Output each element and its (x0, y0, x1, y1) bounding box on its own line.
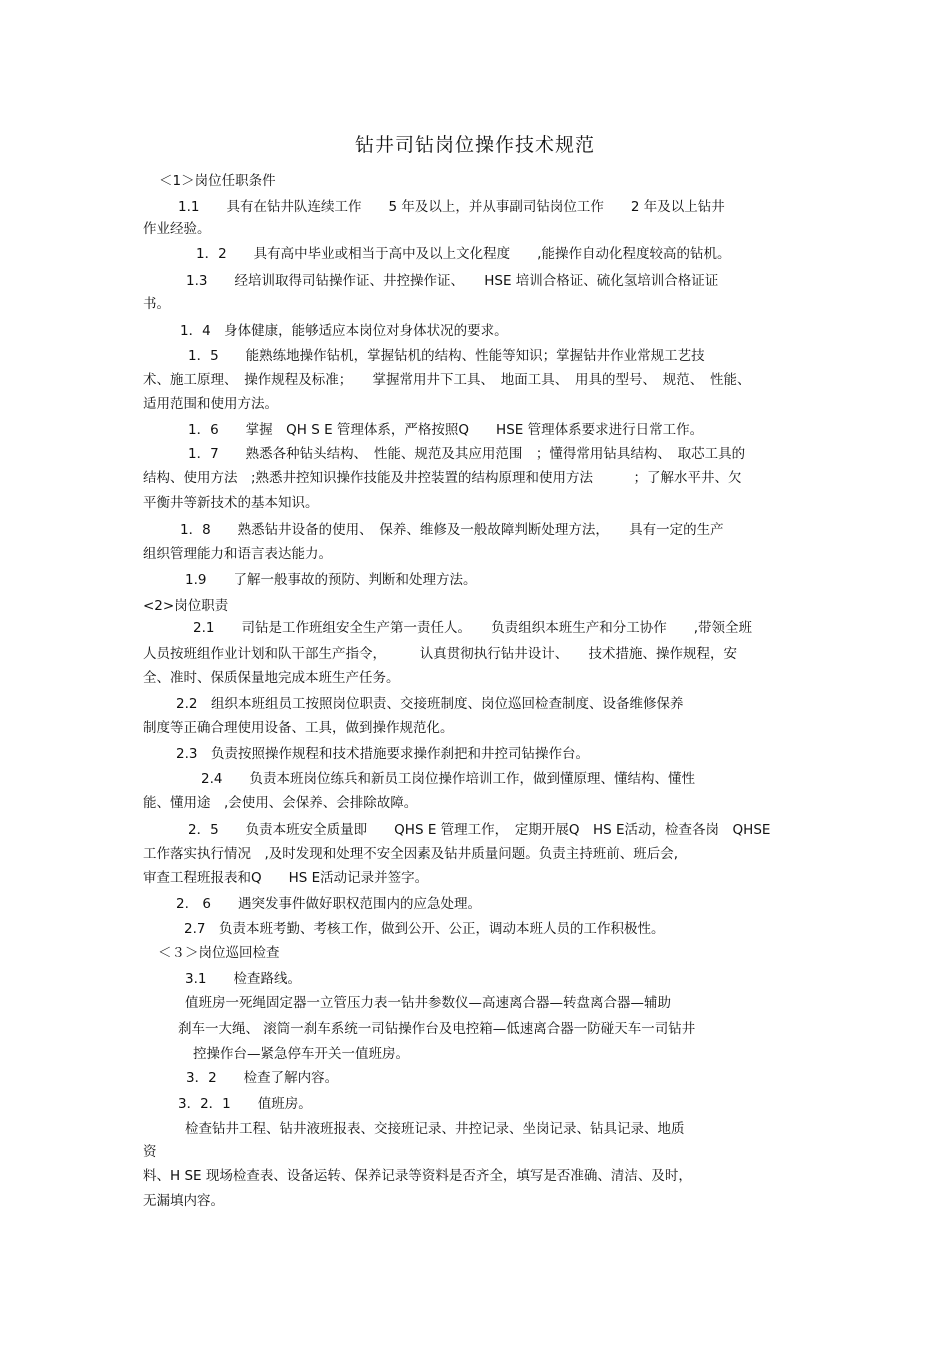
text-line: 术、施工原理、 操作规程及标准； 掌握常用井下工具、 地面工具、 用具的型号、 规范、 性能、 (143, 372, 751, 388)
text-line: 1.1 具有在钻井队连续工作 5 年及以上，并从事副司钻岗位工作 2 年及以上钻井 (178, 199, 725, 215)
text-line: 书。 (143, 296, 170, 312)
text-line: 1．4 身体健康，能够适应本岗位对身体状况的要求。 (180, 323, 508, 339)
document-title: 钻井司钻岗位操作技术规范 (354, 134, 595, 156)
text-line: 2.7 负责本班考勤、考核工作，做到公开、公正，调动本班人员的工作积极性。 (184, 921, 665, 937)
text-line: 2.4 负责本班岗位练兵和新员工岗位操作培训工作，做到懂原理、懂结构、懂性 (201, 771, 695, 787)
text-line: 2.2 组织本班组员工按照岗位职责、交接班制度、岗位巡回检查制度、设备维修保养 (176, 696, 684, 712)
text-line: 1.3 经培训取得司钻操作证、井控操作证、 HSE 培训合格证、硫化氢培训合格证证 (186, 273, 719, 289)
text-line: 制度等正确合理使用设备、工具，做到操作规范化。 (143, 720, 454, 736)
text-line: 值班房一死绳固定器一立管压力表一钻井参数仪—高速离合器—转盘离合器—辅助 (185, 995, 671, 1011)
text-line: 3．2．1 值班房。 (178, 1096, 312, 1112)
text-line: 2.3 负责按照操作规程和技术措施要求操作刹把和井控司钻操作台。 (176, 746, 589, 762)
text-line: 2．5 负责本班安全质量即 QHS E 管理工作， 定期开展Q HS E活动，检查各岗 QHSE (188, 822, 771, 838)
text-line: 1．8 熟悉钻井设备的使用、 保养、维修及一般故障判断处理方法， 具有一定的生产 (180, 522, 724, 538)
text-line: 审查工程班报表和Q HS E活动记录并签字。 (143, 870, 429, 886)
text-line: 全、准时、保质保量地完成本班生产任务。 (143, 670, 400, 686)
text-line: 1.9 了解一般事故的预防、判断和处理方法。 (185, 572, 477, 588)
text-line: 平衡井等新技术的基本知识。 (143, 495, 319, 511)
text-line: 无漏填内容。 (143, 1193, 224, 1209)
text-line: 2. 6 遇突发事件做好职权范围内的应急处理。 (176, 896, 481, 912)
text-line: 作业经验。 (143, 221, 211, 237)
text-line: 工作落实执行情况 ,及时发现和处理不安全因素及钻井质量问题。负责主持班前、班后会, (143, 846, 679, 862)
text-line: 资 (143, 1144, 157, 1160)
section-heading: <2>岗位职责 (143, 598, 229, 614)
text-line: 适用范围和使用方法。 (143, 396, 278, 412)
text-line: 结构、使用方法 ;熟悉井控知识操作技能及井控装置的结构原理和使用方法 ；了解水平井、欠 (143, 470, 742, 486)
text-line: 控操作台—紧急停车开关一值班房。 (193, 1046, 409, 1062)
text-line: 料、H SE 现场检查表、设备运转、保养记录等资料是否齐全，填写是否准确、清洁、及时， (143, 1168, 692, 1184)
text-line: 3．2 检查了解内容。 (186, 1070, 339, 1086)
text-line: 人员按班组作业计划和队干部生产指令， 认真贯彻执行钻井设计、 技术措施、操作规程，安 (143, 646, 737, 662)
text-line: 1．2 具有高中毕业或相当于高中及以上文化程度 ,能操作自动化程度较高的钻机。 (196, 246, 731, 262)
text-line: 3.1 检查路线。 (185, 971, 301, 987)
section-heading: ＜1＞岗位任职条件 (159, 173, 276, 189)
section-heading: ＜３＞岗位巡回检查 (158, 945, 280, 961)
text-line: 能、懂用途 ,会使用、会保养、会排除故障。 (143, 795, 418, 811)
text-line: 刹车一大绳、 滚筒一刹车系统一司钻操作台及电控箱—低速离合器一防碰天车一司钻井 (178, 1021, 696, 1037)
text-line: 1．6 掌握 QH S E 管理体系，严格按照Q HSE 管理体系要求进行日常工作。 (188, 422, 704, 438)
text-line: 1．7 熟悉各种钻头结构、 性能、规范及其应用范围 ；懂得常用钻具结构、 取芯工具的 (188, 446, 746, 462)
text-line: 1．5 能熟练地操作钻机，掌握钻机的结构、性能等知识；掌握钻井作业常规工艺技 (188, 348, 705, 364)
text-line: 检查钻井工程、钻井液班报表、交接班记录、井控记录、坐岗记录、钻具记录、地质 (185, 1121, 685, 1137)
text-line: 2.1 司钻是工作班组安全生产第一责任人。 负责组织本班生产和分工协作 ,带领全班 (193, 620, 753, 636)
text-line: 组织管理能力和语言表达能力。 (143, 546, 332, 562)
